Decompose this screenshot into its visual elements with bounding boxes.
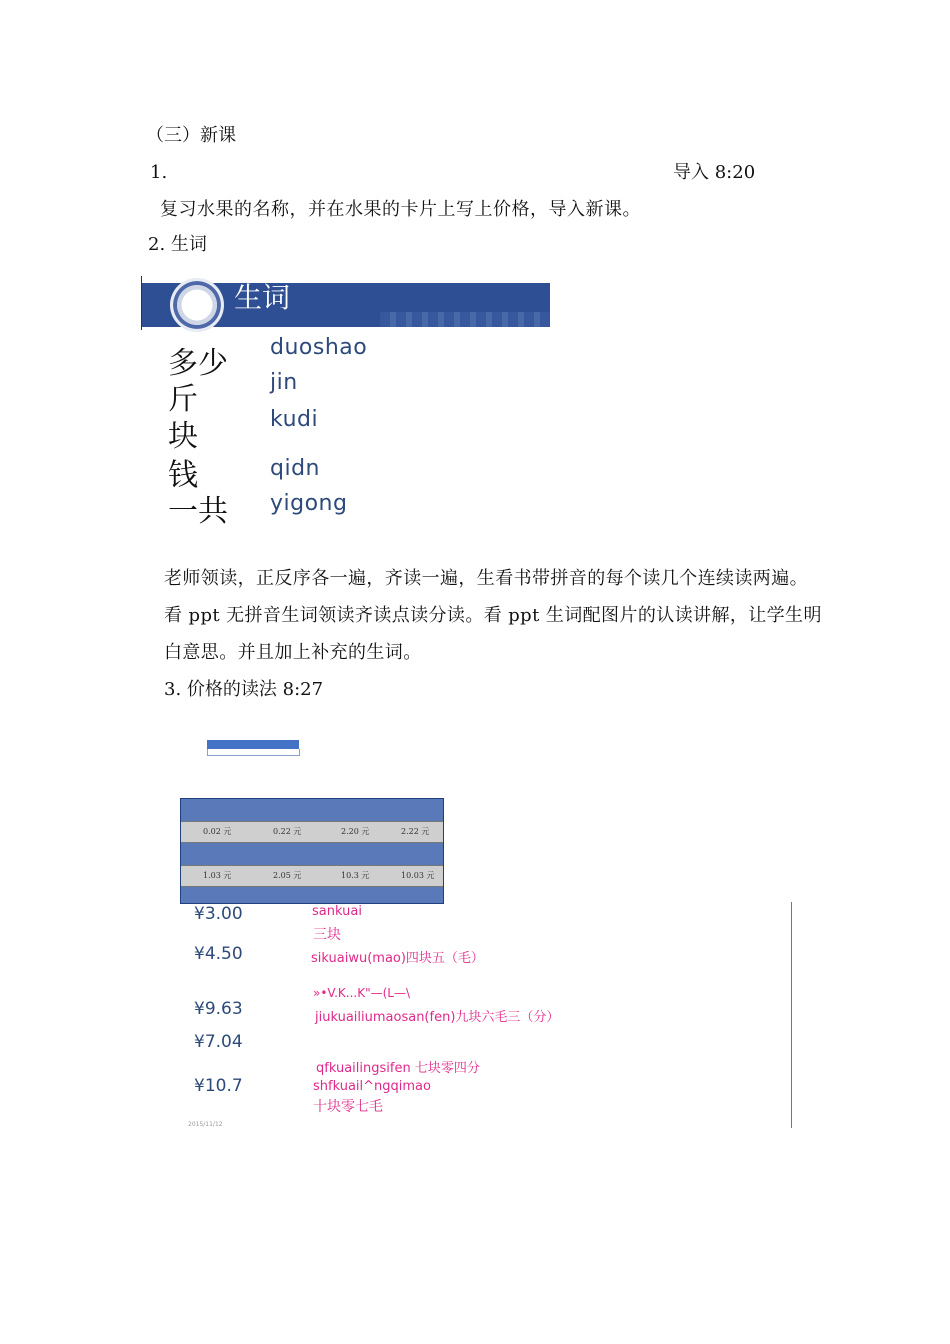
price-value: ¥9.63 — [194, 999, 243, 1019]
vocab-pinyin: jin — [270, 370, 298, 395]
price-reading: »•V.K...K"—(L—\ — [313, 986, 411, 1000]
banner-pattern — [380, 312, 550, 327]
item3-heading: 3. 价格的读法 8:27 — [164, 679, 324, 700]
price-card: 1.03 元 — [203, 871, 232, 880]
price-card: 10.03 元 — [401, 871, 435, 880]
price-reading: jiukuailiumaosan(fen)九块六毛三（分） — [315, 1010, 560, 1025]
price-value: ¥3.00 — [194, 904, 243, 924]
price-card: 0.22 元 — [273, 827, 302, 836]
vocab-hanzi: 斤 — [168, 382, 198, 417]
price-card: 10.3 元 — [341, 871, 370, 880]
vocab-pinyin: duoshao — [270, 335, 368, 360]
item1-number: 1. — [150, 162, 168, 183]
price-card-row — [181, 865, 443, 887]
price-reading: qfkuailingsifen 七块零四分 — [316, 1061, 480, 1076]
reading-paragraph: 老师领读，正反序各一遍，齐读一遍，生看书带拼音的每个读几个连续读两遍。看 ppt 无拼音生词领读齐读点读分读。看 ppt 生词配图片的认读讲解，让学生明白意思。并且加上补充的生词。 — [164, 568, 822, 663]
item1-title: 导入 8:20 — [673, 162, 756, 183]
price-reading: sankuai — [312, 904, 362, 919]
item2-heading: 2. 生词 — [148, 234, 207, 255]
vocab-pinyin: yigong — [270, 491, 348, 516]
vocab-hanzi: 一共 — [168, 494, 228, 529]
vocab-pinyin: kudi — [270, 407, 319, 432]
price-reading: shfkuail^ngqimao — [313, 1079, 431, 1094]
price-reading: sikuaiwu(mao)四块五（毛） — [311, 951, 484, 966]
porcelain-medallion-icon — [170, 278, 224, 332]
price-reading: 三块 — [313, 927, 341, 943]
price-value: ¥4.50 — [194, 944, 243, 964]
price-value: ¥7.04 — [194, 1032, 243, 1052]
price-card-row — [181, 821, 443, 843]
price-card: 2.05 元 — [273, 871, 302, 880]
vocab-pinyin: qidn — [270, 456, 320, 481]
price-card: 2.22 元 — [401, 827, 430, 836]
section-heading: （三）新课 — [146, 125, 236, 146]
price-cards-photo — [180, 798, 444, 904]
slide-date-stamp: 2015/11/12 — [188, 1121, 223, 1128]
slide-border-line — [791, 902, 792, 1128]
vocab-hanzi: 钱 — [168, 458, 198, 493]
vocab-hanzi: 块 — [168, 419, 198, 454]
vocab-hanzi: 多少 — [168, 346, 228, 381]
slide-title-bar — [207, 740, 299, 749]
price-reading: 十块零七毛 — [313, 1099, 383, 1115]
price-card: 2.20 元 — [341, 827, 370, 836]
price-value: ¥10.7 — [194, 1076, 243, 1096]
slide-title-bar-outline — [207, 749, 300, 756]
review-text: 复习水果的名称，并在水果的卡片上写上价格，导入新课。 — [160, 199, 641, 220]
price-card: 0.02 元 — [203, 827, 232, 836]
vocab-banner-title: 生词 — [234, 281, 291, 314]
